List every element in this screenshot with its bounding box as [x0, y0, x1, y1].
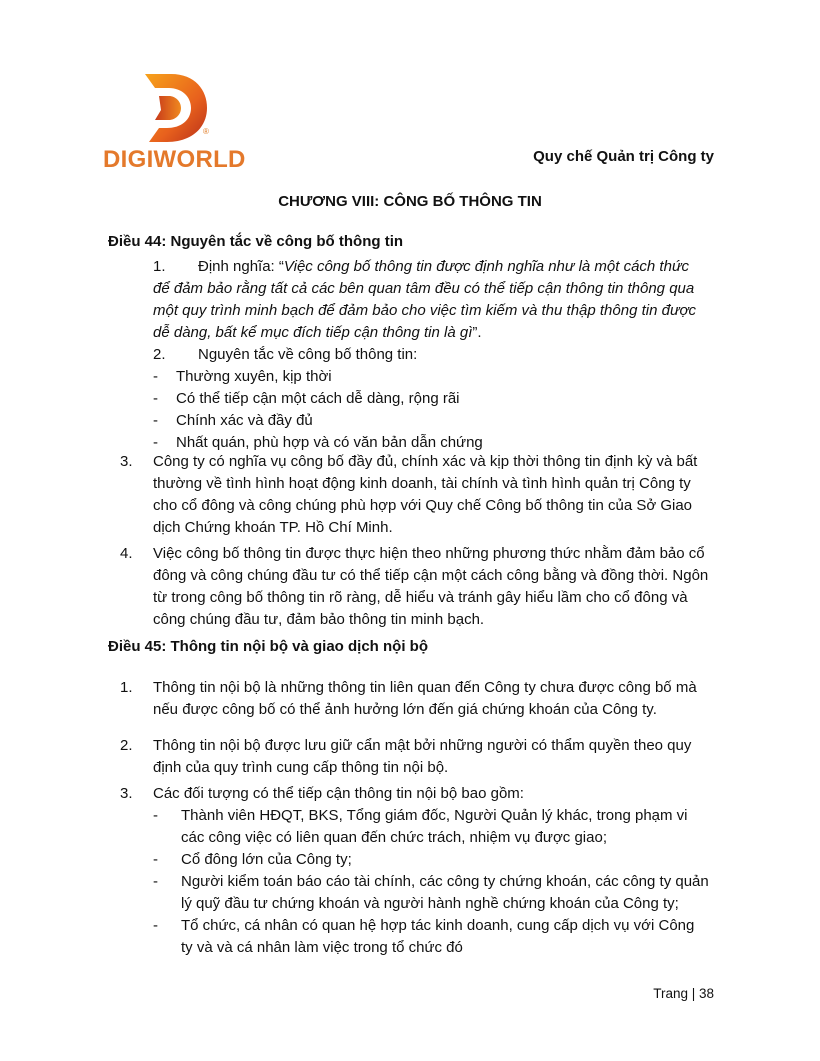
article-45-title: Điều 45: Thông tin nội bộ và giao dịch nội bộ — [108, 638, 428, 655]
definition-line: để đảm bảo rằng tất cả các bên quan tâm đều có thể tiếp cận thông tin thông qua — [153, 280, 695, 297]
paragraph-line: Việc công bố thông tin được thực hiện theo những phương thức nhằm đảm bảo cổ — [153, 545, 705, 562]
item-text: Các đối tượng có thể tiếp cận thông tin nội bộ bao gồm: — [153, 785, 524, 802]
bullet-dash: - — [153, 851, 158, 868]
item-number: 3. — [120, 785, 133, 802]
bullet-dash: - — [153, 390, 158, 407]
definition-line — [153, 322, 482, 344]
registered-mark: ® — [203, 127, 209, 136]
company-logo — [103, 72, 248, 172]
logo-wordmark: DIGIWORLD — [103, 146, 246, 173]
item-number: 3. — [120, 453, 133, 470]
list-item: Nhất quán, phù hợp và có văn bản dẫn chứng — [176, 434, 483, 451]
paragraph-line: đông và công chúng đầu tư có thể tiếp cận một cách công bằng và đồng thời. Ngôn — [153, 567, 709, 584]
list-item: Thường xuyên, kịp thời — [176, 368, 332, 385]
paragraph-line: định của quy trình cung cấp thông tin nội bộ. — [153, 759, 449, 776]
chapter-title: CHƯƠNG VIII: CÔNG BỐ THÔNG TIN — [278, 193, 542, 210]
item-text: Nguyên tắc về công bố thông tin: — [198, 346, 418, 363]
document-title: Quy chế Quản trị Công ty — [533, 148, 714, 165]
page-number: Trang | 38 — [653, 986, 714, 1001]
bullet-dash: - — [153, 807, 158, 824]
list-item-line: ty và và cá nhân làm việc trong tổ chức đó — [181, 939, 463, 956]
list-item: Có thể tiếp cận một cách dễ dàng, rộng rãi — [176, 390, 460, 407]
list-item-line: các công việc có liên quan đến chức trách, nhiệm vụ được giao; — [181, 829, 607, 846]
item-number: 2. — [153, 346, 166, 363]
item-number: 1. — [120, 679, 133, 696]
definition-line — [198, 256, 689, 278]
definition-end: ”. — [472, 324, 482, 341]
item-number: 1. — [153, 258, 166, 275]
paragraph-line: nếu được công bố có thể ảnh hưởng lớn đến giá chứng khoán của Công ty. — [153, 701, 657, 718]
bullet-dash: - — [153, 873, 158, 890]
paragraph-line: Thông tin nội bộ là những thông tin liên quan đến Công ty chưa được công bố mà — [153, 679, 697, 696]
list-item-line: Người kiểm toán báo cáo tài chính, các công ty chứng khoán, các công ty quản — [181, 873, 709, 890]
paragraph-line: công chúng đầu tư, đảm bảo thông tin minh bạch. — [153, 611, 485, 628]
paragraph-line: Thông tin nội bộ được lưu giữ cẩn mật bởi những người có thẩm quyền theo quy — [153, 737, 692, 754]
item-number: 4. — [120, 545, 133, 562]
list-item-line: Cổ đông lớn của Công ty; — [181, 851, 352, 868]
list-item: Chính xác và đầy đủ — [176, 412, 313, 429]
definition-line: một quy trình minh bạch để đảm bảo cho việc tìm kiếm và thu thập thông tin được — [153, 302, 697, 319]
paragraph-line: cho cổ đông và công chúng phù hợp với Quy chế Công bố thông tin của Sở Giao — [153, 497, 693, 514]
digiworld-logo-mark-icon — [141, 72, 211, 144]
bullet-dash: - — [153, 434, 158, 451]
article-44-title: Điều 44: Nguyên tắc về công bố thông tin — [108, 233, 404, 250]
paragraph-line: từ trong công bố thông tin rõ ràng, dễ hiểu và tránh gây hiểu lầm cho cổ đông và — [153, 589, 688, 606]
definition-text: Việc công bố thông tin được định nghĩa như là một cách thức — [283, 258, 689, 275]
list-item-line: Tổ chức, cá nhân có quan hệ hợp tác kinh doanh, cung cấp dịch vụ với Công — [181, 917, 695, 934]
paragraph-line: thường về tình hình hoạt động kinh doanh, tài chính và tình hình quản trị Công ty — [153, 475, 691, 492]
list-item-line: lý quỹ đầu tư chứng khoán và người hành nghề chứng khoán của Công ty; — [181, 895, 679, 912]
definition-text: dễ dàng, bất kể mục đích tiếp cận thông tin là gì — [153, 324, 473, 341]
paragraph-line: Công ty có nghĩa vụ công bố đầy đủ, chính xác và kịp thời thông tin định kỳ và bất — [153, 453, 698, 470]
bullet-dash: - — [153, 412, 158, 429]
paragraph-line: dịch Chứng khoán TP. Hồ Chí Minh. — [153, 519, 393, 536]
item-number: 2. — [120, 737, 133, 754]
bullet-dash: - — [153, 917, 158, 934]
list-item-line: Thành viên HĐQT, BKS, Tổng giám đốc, Người Quản lý khác, trong phạm vi — [181, 807, 688, 824]
bullet-dash: - — [153, 368, 158, 385]
definition-label: Định nghĩa: “ — [198, 258, 284, 275]
